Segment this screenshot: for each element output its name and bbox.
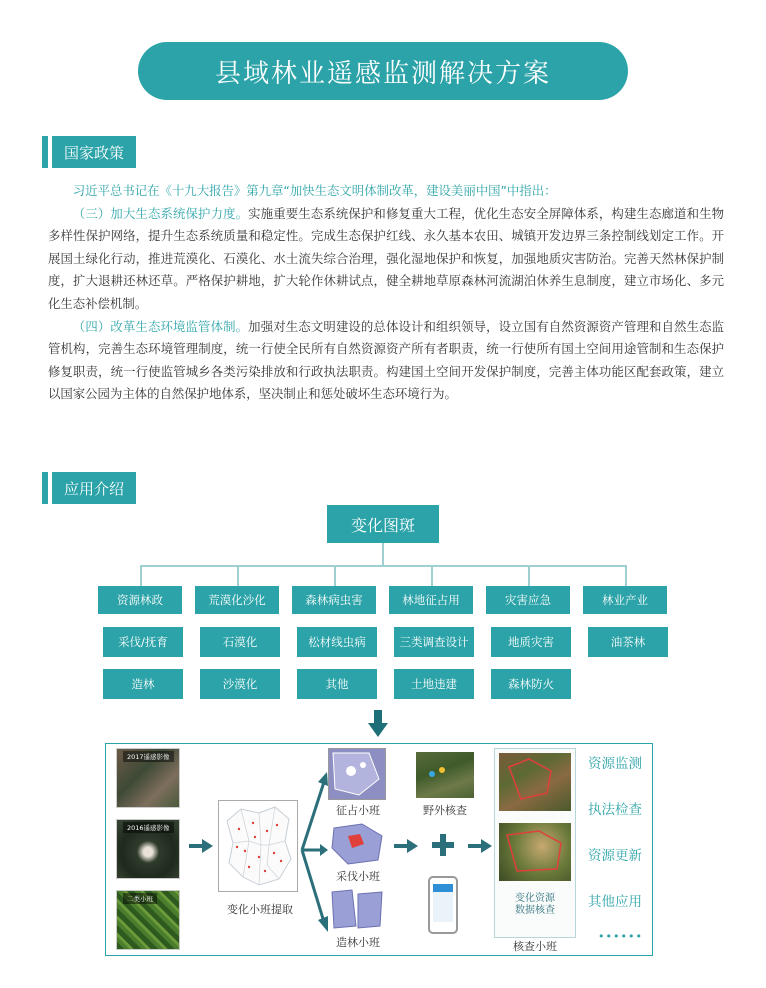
mobile-app-icon <box>428 876 458 934</box>
thumbnail-caption: 二类小班 <box>123 893 157 904</box>
section-bar <box>42 136 48 168</box>
section-label: 国家政策 <box>52 136 136 168</box>
arrow-right-icon <box>394 839 418 853</box>
parcel-map-graphic <box>329 749 385 799</box>
policy-intro: 习近平总书记在《十九大报告》第九章“加快生态文明体制改革，建设美丽中国”中指出： <box>72 183 557 198</box>
arrow-right-icon <box>189 839 213 853</box>
parcel-outline-graphic <box>499 753 571 811</box>
tree-connector <box>382 543 384 565</box>
tree-connector <box>140 565 142 586</box>
tree-connector <box>140 565 625 567</box>
thumbnail-caption: 2016遥感影像 <box>123 822 174 833</box>
extract-label: 变化小班提取 <box>227 903 293 916</box>
subcategory-box: 油茶林 <box>588 627 668 657</box>
policy-p1-body: 实施重要生态系统保护和修复重大工程，优化生态安全屏障体系，构建生态廊道和生物多样性保护网络，提升生态系统质量和稳定性。完成生态保护红线、永久基本农田、城镇开发边界三条控制线划定工作。开展国土绿化行动，推进荒漠化、石漠化、水土流失综合治理，强化湿地保护和恢复，加强地质灾害防治。完善天然林保护制度，扩大退耕还林还草。严格保护耕地，扩大轮作休耕试点，健全耕地草原森林河流湖泊休养生息制度，建立市场化、多元化生态补偿机制。 <box>48 205 725 311</box>
section-bar <box>42 472 48 504</box>
type-label: 造林小班 <box>336 936 380 949</box>
field-check-photo <box>416 752 474 798</box>
policy-paragraph-1 <box>48 203 724 316</box>
subcategory-box: 造林 <box>103 669 183 699</box>
application-item: 执法检查 <box>588 802 642 818</box>
subcategory-box: 石漠化 <box>200 627 280 657</box>
subcategory-box: 土地违建 <box>394 669 474 699</box>
workflow-panel <box>105 743 653 956</box>
category-box: 资源林政 <box>98 586 182 614</box>
section-heading-application <box>42 472 136 504</box>
branch-arrows-icon <box>300 762 328 952</box>
verification-image <box>499 823 571 881</box>
verification-panel <box>494 748 576 938</box>
tree-connector <box>625 565 627 586</box>
change-extraction-map <box>218 800 298 892</box>
policy-paragraph-2 <box>48 316 724 406</box>
down-arrow-icon <box>368 710 388 738</box>
tree-connector <box>528 565 530 586</box>
verification-image <box>499 753 571 811</box>
section-label: 应用介绍 <box>52 472 136 504</box>
subcategory-box: 松材线虫病 <box>297 627 377 657</box>
check-label: 核查小班 <box>513 940 557 953</box>
application-ellipsis: •••••• <box>598 930 643 943</box>
policy-p2-body: 加强对生态文明建设的总体设计和组织领导，设立国有自然资源资产管理和自然生态监管机构，完善生态环境管理制度，统一行使全民所有自然资源资产所有者职责，统一行使所有国土空间用途管制和生态保护修复职责，统一行使监管城乡各类污染排放和行政执法职责。构建国土空间开发保护制度，完善主体功能区配套政策，建立以国家公园为主体的自然保护地体系，坚决制止和惩处破坏生态环境行为。 <box>48 318 725 402</box>
tree-root: 变化图斑 <box>327 505 439 543</box>
tree-connector <box>431 565 433 586</box>
tree-connector <box>237 565 239 586</box>
verify-label-line-2: 数据核查 <box>515 905 555 916</box>
policy-text <box>48 180 724 406</box>
page-title: 县域林业遥感监测解决方案 <box>138 42 628 100</box>
application-item: 资源监测 <box>588 756 642 772</box>
subcategory-box: 其他 <box>297 669 377 699</box>
category-box: 林业产业 <box>583 586 667 614</box>
subcategory-box: 地质灾害 <box>491 627 571 657</box>
verify-label-line-1: 变化资源 <box>515 893 555 904</box>
application-item: 其他应用 <box>588 894 642 910</box>
type-map-thumbnail <box>328 748 386 800</box>
category-box: 灾害应急 <box>486 586 570 614</box>
satellite-image-thumbnail <box>116 819 180 879</box>
field-check-label: 野外核查 <box>423 804 467 817</box>
parcel-map-graphic <box>328 886 386 932</box>
satellite-image-thumbnail <box>116 890 180 950</box>
category-box: 森林病虫害 <box>292 586 376 614</box>
application-item: 资源更新 <box>588 848 642 864</box>
location-marker-icon <box>416 752 474 798</box>
satellite-image-thumbnail <box>116 748 180 808</box>
subcategory-box: 三类调查设计 <box>394 627 474 657</box>
type-map-thumbnail <box>328 822 386 866</box>
category-box: 荒漠化沙化 <box>195 586 279 614</box>
subcategory-box: 森林防火 <box>491 669 571 699</box>
policy-p1-lead: （三）加大生态系统保护力度。 <box>72 205 249 221</box>
phone-screen <box>433 884 453 922</box>
section-heading-policy <box>42 136 136 168</box>
county-map-graphic <box>219 801 297 891</box>
policy-p2-lead: （四）改革生态环境监管体制。 <box>72 318 249 334</box>
arrow-right-icon <box>468 839 492 853</box>
subcategory-box: 采伐/抚育 <box>103 627 183 657</box>
tree-connector <box>334 565 336 586</box>
subcategory-box: 沙漠化 <box>200 669 280 699</box>
plus-icon <box>432 834 454 856</box>
parcel-map-graphic <box>328 822 386 866</box>
thumbnail-caption: 2017遥感影像 <box>123 751 174 762</box>
type-label: 征占小班 <box>336 804 380 817</box>
parcel-outline-graphic <box>499 823 571 881</box>
type-map-thumbnail <box>328 886 386 932</box>
category-box: 林地征占用 <box>389 586 473 614</box>
type-label: 采伐小班 <box>336 870 380 883</box>
